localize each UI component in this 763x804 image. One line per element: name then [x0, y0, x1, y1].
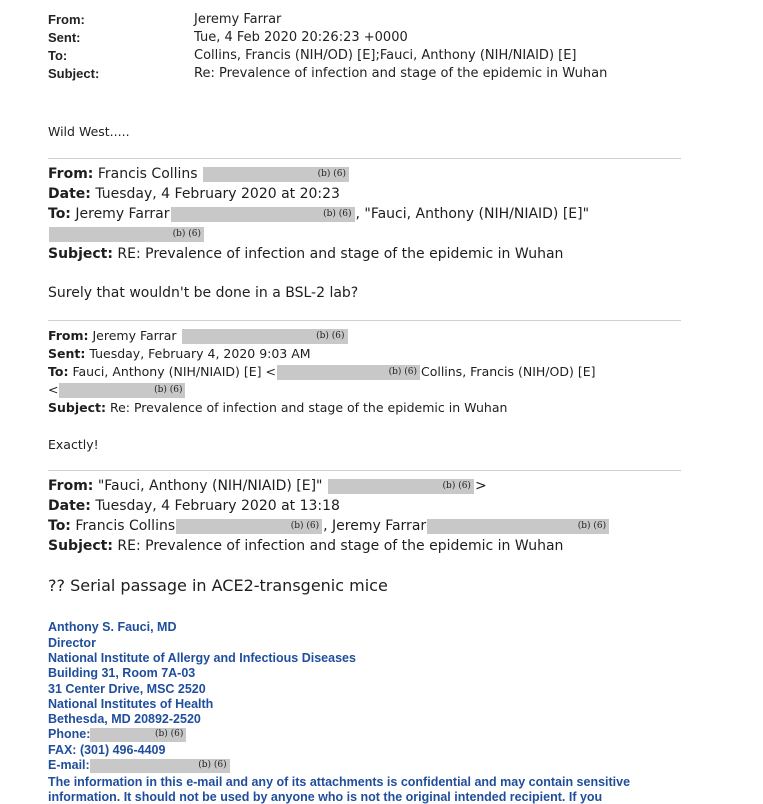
header-from-value: Jeremy Farrar — [194, 12, 282, 27]
redaction-box — [90, 759, 230, 773]
redaction-code: (b) (6) — [198, 759, 227, 770]
signature-title: Director — [48, 636, 96, 650]
signature-disclaimer: The information in this e-mail and any of its attachments is confidential and may contain sensitive — [48, 775, 631, 789]
msg1-to-line-2 — [48, 226, 205, 244]
redaction-code: (b) (6) — [290, 520, 320, 531]
msg2-to-value-2: Collins, Francis (NIH/OD) [E] — [420, 364, 596, 379]
msg3-from-value: "Fauci, Anthony (NIH/NIAID) [E]" — [97, 478, 323, 494]
msg3-subject-line — [48, 538, 563, 554]
msg1-to-value: Jeremy Farrar — [75, 206, 170, 222]
signature-email-line — [48, 758, 230, 773]
msg1-body: Surely that wouldn't be done in a BSL-2 lab? — [48, 285, 359, 301]
redaction-code: (b) (6) — [316, 331, 345, 341]
redaction-box — [90, 728, 186, 742]
msg2-subject-value: Re: Prevalence of infection and stage of the epidemic in Wuhan — [109, 400, 508, 415]
msg2-sent-line — [48, 346, 311, 361]
msg3-date-label: Date: — [48, 498, 91, 514]
signature-building: Building 31, Room 7A-03 — [48, 666, 196, 680]
msg2-to-label: To: — [48, 364, 69, 379]
redaction-box — [328, 479, 474, 494]
msg2-to-line — [48, 364, 595, 380]
header-sent-label: Sent: — [48, 30, 81, 45]
signature-nih: National Institutes of Health — [48, 697, 214, 711]
redaction-box — [49, 227, 204, 242]
redaction-box — [182, 329, 348, 344]
signature-city: Bethesda, MD 20892-2520 — [48, 712, 201, 726]
redaction-code: (b) (6) — [172, 229, 201, 240]
msg3-from-end: > — [474, 478, 487, 494]
msg3-date-line — [48, 498, 340, 514]
redaction-code: (b) (6) — [154, 728, 184, 739]
msg3-to-label: To: — [48, 518, 71, 534]
msg2-to-value-3: < — [48, 382, 59, 397]
redaction-box — [203, 167, 349, 182]
msg1-to-label: To: — [48, 206, 71, 222]
msg2-sent-label: Sent: — [48, 346, 86, 361]
reply-body: Wild West..... — [48, 124, 130, 139]
msg3-subject-label: Subject: — [48, 538, 113, 554]
signature-fax: FAX: (301) 496-4409 — [48, 743, 166, 757]
msg3-subject-value: RE: Prevalence of infection and stage of the epidemic in Wuhan — [117, 538, 564, 554]
msg3-from-line — [48, 478, 487, 494]
redaction-box — [277, 365, 420, 380]
signature-org: National Institute of Allergy and Infectious Diseases — [48, 651, 356, 665]
msg1-date-label: Date: — [48, 186, 91, 202]
header-from-label: From: — [48, 12, 85, 27]
header-subject-label: Subject: — [48, 66, 100, 81]
divider — [48, 158, 681, 159]
msg2-from-label: From: — [48, 328, 89, 343]
redaction-code: (b) (6) — [154, 385, 183, 395]
msg3-to-line — [48, 518, 610, 534]
msg1-date-value: Tuesday, 4 February 2020 at 20:23 — [95, 186, 340, 202]
msg1-to-value-2: , "Fauci, Anthony (NIH/NIAID) [E]" — [355, 206, 590, 222]
msg2-sent-value: Tuesday, February 4, 2020 9:03 AM — [89, 346, 311, 361]
msg1-subject-line — [48, 246, 563, 262]
redaction-code: (b) (6) — [577, 520, 607, 531]
msg1-subject-value: RE: Prevalence of infection and stage of the epidemic in Wuhan — [117, 246, 564, 262]
signature-street: 31 Center Drive, MSC 2520 — [48, 682, 206, 696]
msg1-to-line — [48, 206, 589, 222]
redaction-box — [176, 519, 322, 534]
signature-name: Anthony S. Fauci, MD — [48, 620, 177, 634]
msg3-from-label: From: — [48, 478, 94, 494]
msg2-to-value: Fauci, Anthony (NIH/NIAID) [E] < — [72, 364, 276, 379]
msg2-to-line-2 — [48, 382, 186, 398]
msg2-from-value: Jeremy Farrar — [92, 328, 177, 343]
redaction-code: (b) (6) — [323, 208, 352, 219]
msg2-body: Exactly! — [48, 437, 99, 452]
signature-phone-label: Phone: — [48, 727, 91, 741]
msg1-from-line — [48, 166, 350, 182]
msg2-subject-line — [48, 400, 507, 415]
redaction-box — [59, 383, 185, 398]
redaction-code: (b) (6) — [317, 168, 347, 179]
header-subject-value: Re: Prevalence of infection and stage of the epidemic in Wuhan — [194, 66, 608, 81]
redaction-box — [427, 519, 609, 534]
header-to-label: To: — [48, 48, 68, 63]
msg3-to-value: Francis Collins — [75, 518, 176, 534]
redaction-box — [171, 207, 355, 222]
msg3-date-value: Tuesday, 4 February 2020 at 13:18 — [95, 498, 340, 514]
signature-phone-line — [48, 727, 186, 742]
redaction-code: (b) (6) — [388, 367, 417, 377]
msg3-to-value-2: , Jeremy Farrar — [323, 518, 427, 534]
msg2-subject-label: Subject: — [48, 400, 106, 415]
header-sent-value: Tue, 4 Feb 2020 20:26:23 +0000 — [194, 30, 408, 45]
msg1-from-label: From: — [48, 166, 94, 182]
msg1-from-value: Francis Collins — [97, 166, 198, 182]
header-to-value: Collins, Francis (NIH/OD) [E];Fauci, Anthony (NIH/NIAID) [E] — [194, 48, 577, 63]
msg2-from-line — [48, 328, 349, 344]
msg1-subject-label: Subject: — [48, 246, 113, 262]
msg3-body: ?? Serial passage in ACE2-transgenic mice — [48, 576, 388, 595]
redaction-code: (b) (6) — [442, 480, 471, 491]
msg1-date-line — [48, 186, 340, 202]
signature-disclaimer-cut: information. It should not be used by anyone who is not the original intended recipient. If you — [48, 790, 603, 804]
divider — [48, 470, 681, 471]
divider — [48, 320, 681, 321]
signature-email-label: E-mail: — [48, 758, 90, 772]
